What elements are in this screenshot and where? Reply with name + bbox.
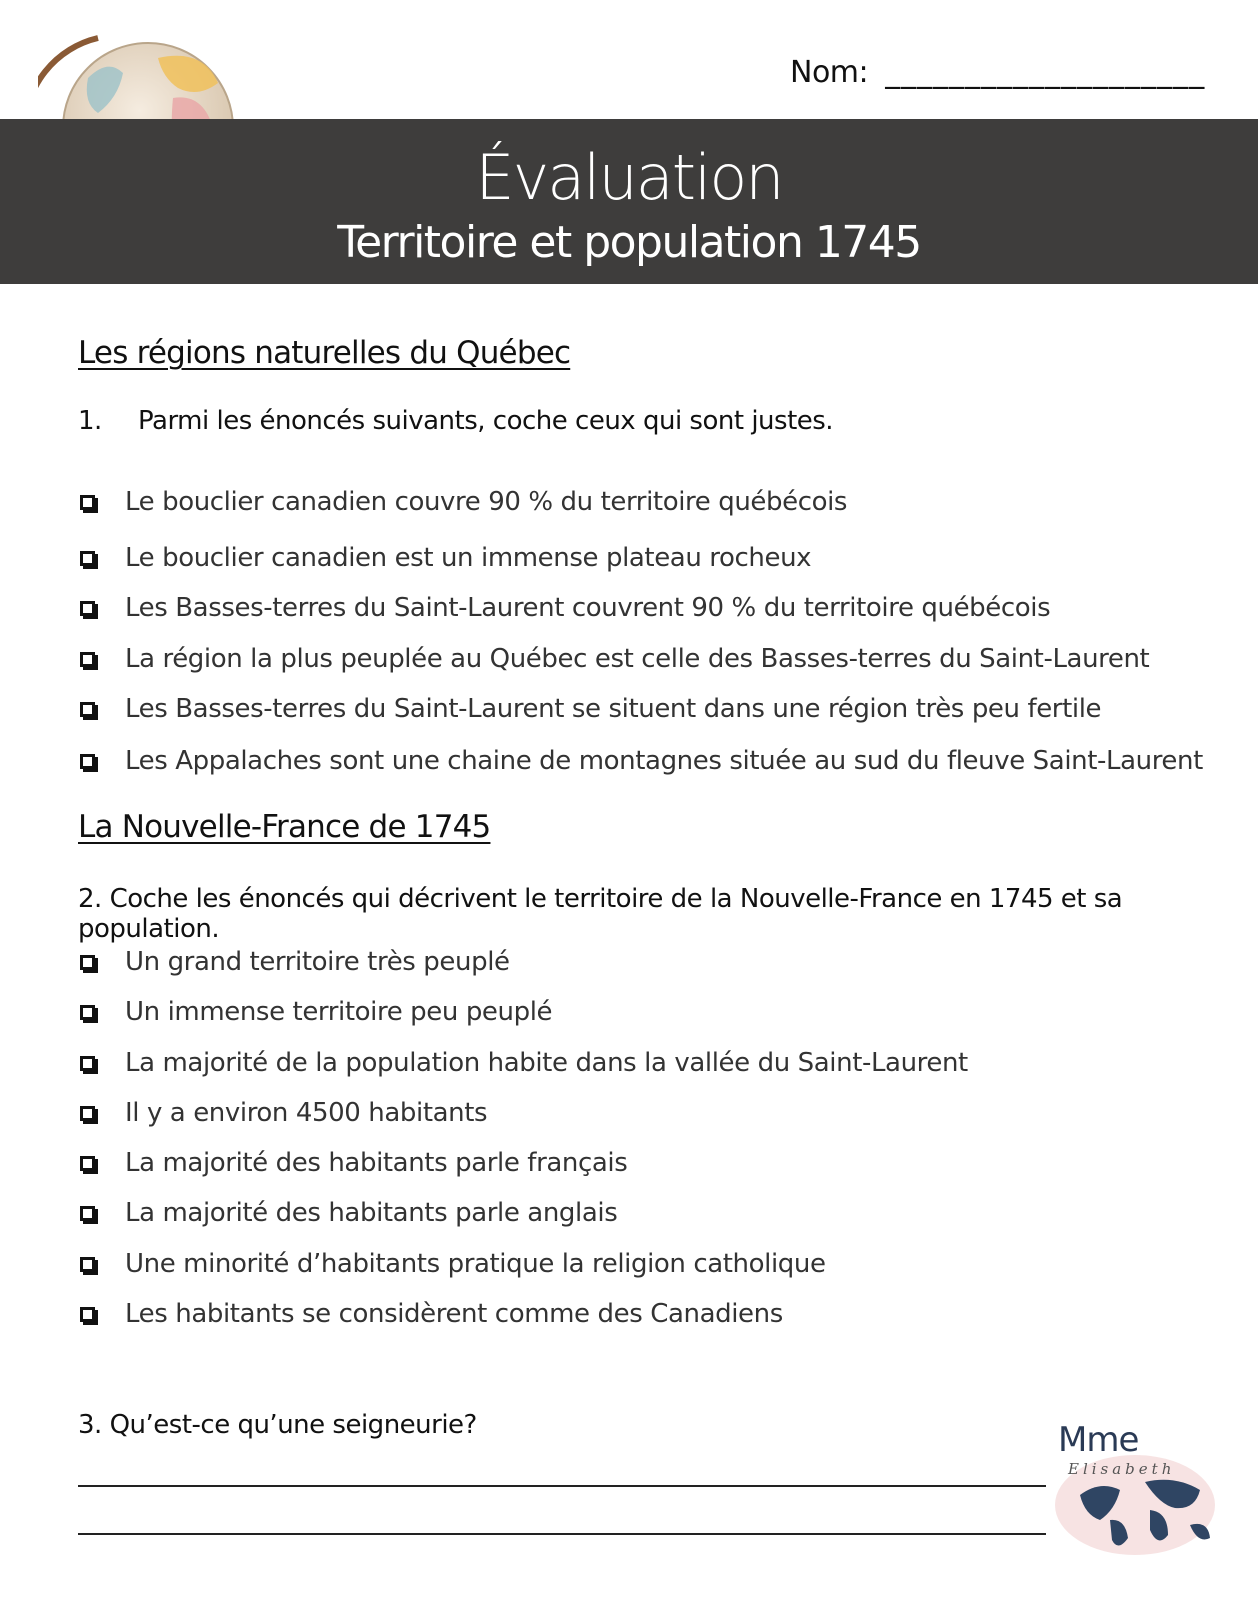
checkbox-label: Le bouclier canadien est un immense plateau rocheux [125, 543, 812, 573]
checkbox-item[interactable] [80, 1193, 617, 1233]
question-2: 2. Coche les énoncés qui décrivent le territoire de la Nouvelle-France en 1745 et sa population. [78, 884, 1123, 944]
checkbox-item[interactable] [80, 942, 510, 982]
name-blank-line[interactable]: ____________________ [885, 55, 1206, 90]
checkbox-label: Une minorité d’habitants pratique la religion catholique [125, 1249, 826, 1279]
checkbox-icon[interactable] [80, 1307, 95, 1322]
checkbox-icon[interactable] [80, 652, 95, 667]
checkbox-item[interactable] [80, 1043, 968, 1083]
checkbox-icon[interactable] [80, 495, 95, 510]
author-logo [1050, 1420, 1230, 1560]
checkbox-label: Les Appalaches sont une chaine de montagnes située au sud du fleuve Saint-Laurent [125, 746, 1203, 776]
checkbox-label: Un immense territoire peu peuplé [125, 997, 553, 1027]
page-subtitle: Territoire et population 1745 [337, 217, 921, 268]
logo-title: Mme [1058, 1420, 1139, 1460]
checkbox-label: Les Basses-terres du Saint-Laurent se situent dans une région très peu fertile [125, 694, 1102, 724]
logo-signature: Elisabeth [1068, 1460, 1176, 1478]
checkbox-item[interactable] [80, 482, 847, 522]
checkbox-icon[interactable] [80, 1106, 95, 1121]
checkbox-item[interactable] [80, 538, 811, 578]
name-label: Nom: [790, 55, 869, 90]
checkbox-label: La majorité des habitants parle anglais [125, 1198, 618, 1228]
question-1-text: Parmi les énoncés suivants, coche ceux qui sont justes. [138, 406, 834, 436]
checkbox-label: Le bouclier canadien couvre 90 % du territoire québécois [125, 487, 848, 517]
question-1-number: 1. [78, 406, 102, 436]
checkbox-icon[interactable] [80, 754, 95, 769]
checkbox-item[interactable] [80, 1143, 627, 1183]
page-title: Évaluation [475, 141, 783, 214]
checkbox-icon[interactable] [80, 601, 95, 616]
title-banner [0, 119, 1258, 284]
checkbox-icon[interactable] [80, 955, 95, 970]
checkbox-item[interactable] [80, 992, 552, 1032]
checkbox-icon[interactable] [80, 702, 95, 717]
checkbox-label: Les habitants se considèrent comme des Canadiens [125, 1299, 783, 1329]
checkbox-label: La majorité des habitants parle français [125, 1148, 628, 1178]
checkbox-item[interactable] [80, 588, 1050, 628]
checkbox-item[interactable] [80, 1093, 487, 1133]
checkbox-item[interactable] [80, 741, 1203, 781]
checkbox-item[interactable] [80, 1244, 826, 1284]
checkbox-icon[interactable] [80, 1005, 95, 1020]
section-title-nouvelle-france: La Nouvelle-France de 1745 [78, 809, 491, 845]
checkbox-icon[interactable] [80, 1056, 95, 1071]
checkbox-icon[interactable] [80, 1257, 95, 1272]
checkbox-icon[interactable] [80, 1156, 95, 1171]
checkbox-item[interactable] [80, 639, 1149, 679]
answer-line[interactable] [78, 1533, 1046, 1535]
checkbox-label: La majorité de la population habite dans la vallée du Saint-Laurent [125, 1048, 968, 1078]
checkbox-item[interactable] [80, 1294, 783, 1334]
checkbox-label: La région la plus peuplée au Québec est celle des Basses-terres du Saint-Laurent [125, 644, 1150, 674]
name-field[interactable] [790, 55, 1205, 90]
checkbox-label: Il y a environ 4500 habitants [125, 1098, 488, 1128]
question-3: 3. Qu’est-ce qu’une seigneurie? [78, 1410, 477, 1440]
checkbox-item[interactable] [80, 689, 1101, 729]
checkbox-label: Un grand territoire très peuplé [125, 947, 510, 977]
question-1 [78, 406, 833, 436]
answer-line[interactable] [78, 1485, 1046, 1487]
checkbox-icon[interactable] [80, 1206, 95, 1221]
checkbox-label: Les Basses-terres du Saint-Laurent couvrent 90 % du territoire québécois [125, 593, 1051, 623]
checkbox-icon[interactable] [80, 551, 95, 566]
section-title-regions: Les régions naturelles du Québec [78, 335, 571, 371]
